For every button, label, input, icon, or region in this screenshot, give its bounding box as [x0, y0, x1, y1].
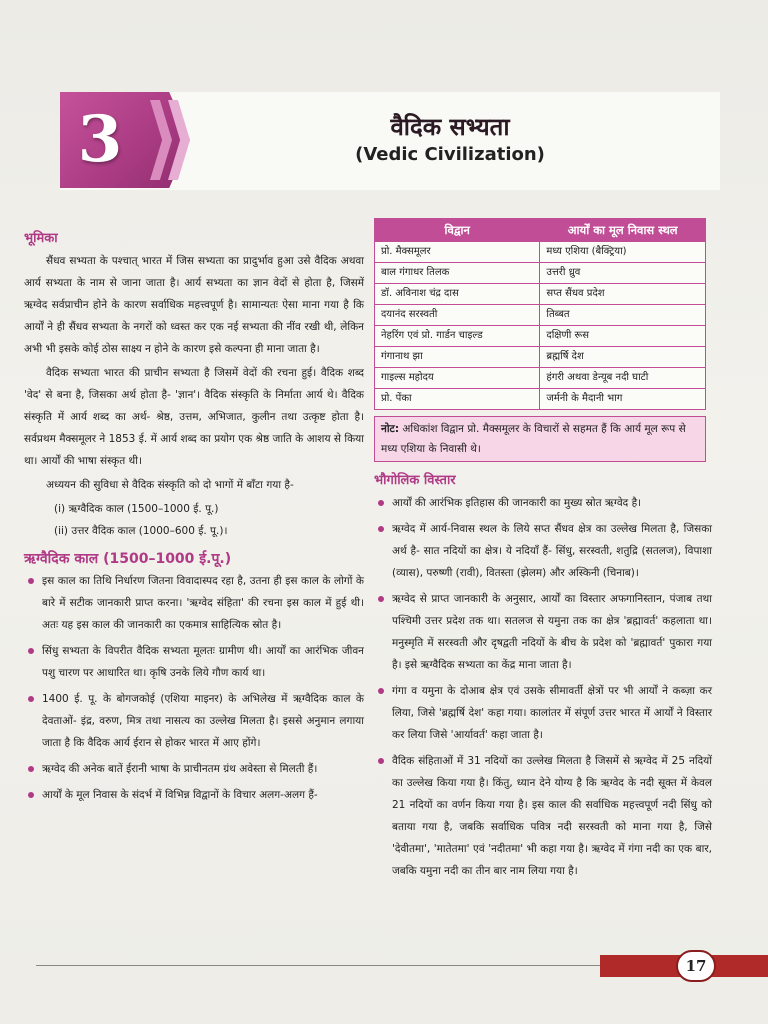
note-box [374, 416, 706, 462]
list-item: इस काल का तिथि निर्धारण जितना विवादास्पद रहा है, उतना ही इस काल के लोगों के बारे में सटीक जानकारी प्राप्त करना। 'ऋग्वेद संहिता' की रचना इस काल में हुई थी। अतः यह इस काल की जानकारी का एकमात्र साहित्यिक स्रोत है। [24, 570, 364, 636]
intro-paragraph: वैदिक सभ्यता भारत की प्राचीन सभ्यता है जिसमें वेदों की रचना हुई। वैदिक शब्द 'वेद' से बना है, जिसका अर्थ होता है- 'ज्ञान'। वैदिक संस्कृति के निर्माता आर्य थे। वैदिक संस्कृति में आर्य शब्द का अर्थ- श्रेष्ठ, उत्तम, अभिजात, कुलीन तथा उत्कृष्ट होता है। सर्वप्रथम मैक्समूलर ने 1853 ई. में आर्य शब्द का प्रयोग एक श्रेष्ठ जाति के आशय से किया था। आर्यों की भाषा संस्कृत थी। [24, 367, 364, 467]
table-cell: प्रो. मैक्समूलर [375, 242, 540, 263]
chapter-number: 3 [77, 102, 123, 177]
table-cell: दक्षिणी रूस [540, 326, 706, 347]
table-row [375, 326, 706, 347]
page-number: 17 [676, 950, 716, 982]
table-cell: हंगरी अथवा डेन्यूब नदी घाटी [540, 368, 706, 389]
table-row [375, 242, 706, 263]
table-header-cell: आर्यों का मूल निवास स्थल [540, 219, 706, 242]
table-header-row [375, 219, 706, 242]
table-cell: दयानंद सरस्वती [375, 305, 540, 326]
table-cell: मध्य एशिया (बैक्ट्रिया) [540, 242, 706, 263]
left-column [24, 228, 364, 810]
right-column [374, 218, 712, 886]
footer-rule [36, 965, 646, 966]
table-cell: तिब्बत [540, 305, 706, 326]
table-cell: उत्तरी ध्रुव [540, 263, 706, 284]
rigvedic-list [24, 570, 364, 806]
intro-paragraph: सैंधव सभ्यता के पश्चात् भारत में जिस सभ्यता का प्रादुर्भाव हुआ उसे वैदिक अथवा आर्य सभ्यता के नाम से जाना जाता है। आर्य सभ्यता का ज्ञान वेदों से होता है, जिसमें ऋग्वेद सर्वप्राचीन होने के कारण सर्वाधिक महत्त्वपूर्ण है। सामान्यतः ऐसा माना गया है कि आर्यों ने ही सैंधव सभ्यता के नगरों को ध्वस्त कर एक नई सभ्यता की नींव रखी थी, लेकिन अभी भी इसके कोई ठोस साक्ष्य न होने के कारण इसे कल्पना ही माना जाता है। [24, 255, 364, 355]
intro-heading: भूमिका [24, 231, 58, 246]
table-cell: सप्त सैंधव प्रदेश [540, 284, 706, 305]
chapter-title-hindi: वैदिक सभ्यता [390, 113, 510, 141]
list-item: 1400 ई. पू. के बोगजकोई (एशिया माइनर) के अभिलेख में ऋग्वैदिक काल के देवताओं- इंद्र, वरुण, मित्र तथा नासत्य का उल्लेख मिलता है। इससे अनुमान लगाया जाता है कि वैदिक आर्य ईरान से होकर भारत में आए होंगे। [24, 688, 364, 754]
table-row [375, 389, 706, 410]
table-header-cell: विद्वान [375, 219, 540, 242]
note-text: अधिकांश विद्वान प्रो. मैक्समूलर के विचारों से सहमत हैं कि आर्य मूल रूप से मध्य एशिया के निवासी थे। [381, 423, 686, 455]
list-item: ऋग्वेद से प्राप्त जानकारी के अनुसार, आर्यों का विस्तार अफगानिस्तान, पंजाब तथा पश्चिमी उत्तर प्रदेश तक था। सतलज से यमुना तक का क्षेत्र 'ब्रह्मावर्त' कहलाता था। मनुस्मृति में सरस्वती और दृषद्वती नदियों के बीच के प्रदेश को 'ब्रह्मावर्त' पुकारा गया है। इसे ऋग्वैदिक सभ्यता का केंद्र माना जाता है। [374, 588, 712, 676]
period-item: (ii) उत्तर वैदिक काल (1000–600 ई. पू.)। [54, 525, 228, 537]
table-row [375, 284, 706, 305]
table-cell: नेहरिंग एवं प्रो. गार्डन चाइल्ड [375, 326, 540, 347]
scholars-table [374, 218, 706, 410]
list-item: आर्यों की आरंभिक इतिहास की जानकारी का मुख्य स्रोत ऋग्वेद है। [374, 492, 712, 514]
table-row [375, 347, 706, 368]
list-item: सिंधु सभ्यता के विपरीत वैदिक सभ्यता मूलतः ग्रामीण थी। आर्यों का आरंभिक जीवन पशु चारण पर आधारित था। कृषि उनके लिये गौण कार्य था। [24, 640, 364, 684]
table-cell: बाल गंगाधर तिलक [375, 263, 540, 284]
chapter-title-english: (Vedic Civilization) [355, 144, 545, 165]
list-item: गंगा व यमुना के दोआब क्षेत्र एवं उसके सीमावर्ती क्षेत्रों पर भी आर्यों ने कब्ज़ा कर लिया, जिसे 'ब्रह्मर्षि देश' कहा गया। कालांतर में संपूर्ण उत्तर भारत में आर्यों ने विस्तार कर लिया जिसे 'आर्यावर्त' कहा जाता है। [374, 680, 712, 746]
geography-heading: भौगोलिक विस्तार [374, 473, 456, 488]
rigvedic-heading: ऋग्वैदिक काल (1500–1000 ई.पू.) [24, 551, 232, 567]
table-row [375, 305, 706, 326]
list-item: वैदिक संहिताओं में 31 नदियों का उल्लेख मिलता है जिसमें से ऋग्वेद में 25 नदियों का उल्लेख किया गया है। किंतु, ध्यान देने योग्य है कि ऋग्वेद के नदी सूक्त में केवल 21 नदियों का वर्णन किया गया है। इस काल की सर्वाधिक महत्त्वपूर्ण नदी सिंधु को बताया गया है, जबकि सर्वाधिक पवित्र नदी सरस्वती को माना गया है, जिसे 'देवीतमा', 'मातेतमा' एवं 'नदीतमा' भी कहा गया है। ऋग्वेद में गंगा नदी का एक बार, जबकि यमुना नदी का तीन बार नाम लिया गया है। [374, 750, 712, 882]
list-item: ऋग्वेद की अनेक बातें ईरानी भाषा के प्राचीनतम ग्रंथ अवेस्ता से मिलती हैं। [24, 758, 364, 780]
list-item: ऋग्वेद में आर्य-निवास स्थल के लिये सप्त सैंधव क्षेत्र का उल्लेख मिलता है, जिसका अर्थ है- सात नदियों का क्षेत्र। ये नदियाँ हैं- सिंधु, सरस्वती, शतुद्रि (सतलज), विपाशा (व्यास), परुष्णी (रावी), वितस्ता (झेलम) और अस्किनी (चिनाब)। [374, 518, 712, 584]
intro-paragraph: अध्ययन की सुविधा से वैदिक संस्कृति को दो भागों में बाँटा गया है- [46, 479, 294, 491]
list-item: आर्यों के मूल निवास के संदर्भ में विभिन्न विद्वानों के विचार अलग-अलग हैं- [24, 784, 364, 806]
table-cell: जर्मनी के मैदानी भाग [540, 389, 706, 410]
period-item: (i) ऋग्वैदिक काल (1500–1000 ई. पू.) [54, 503, 219, 515]
table-row [375, 368, 706, 389]
table-cell: प्रो. पेंका [375, 389, 540, 410]
note-label: नोट: [381, 423, 400, 435]
geography-list [374, 492, 712, 882]
table-cell: गाइल्स महोदय [375, 368, 540, 389]
table-cell: गंगानाथ झा [375, 347, 540, 368]
table-row [375, 263, 706, 284]
table-cell: ब्रह्मर्षि देश [540, 347, 706, 368]
table-cell: डॉ. अविनाश चंद्र दास [375, 284, 540, 305]
